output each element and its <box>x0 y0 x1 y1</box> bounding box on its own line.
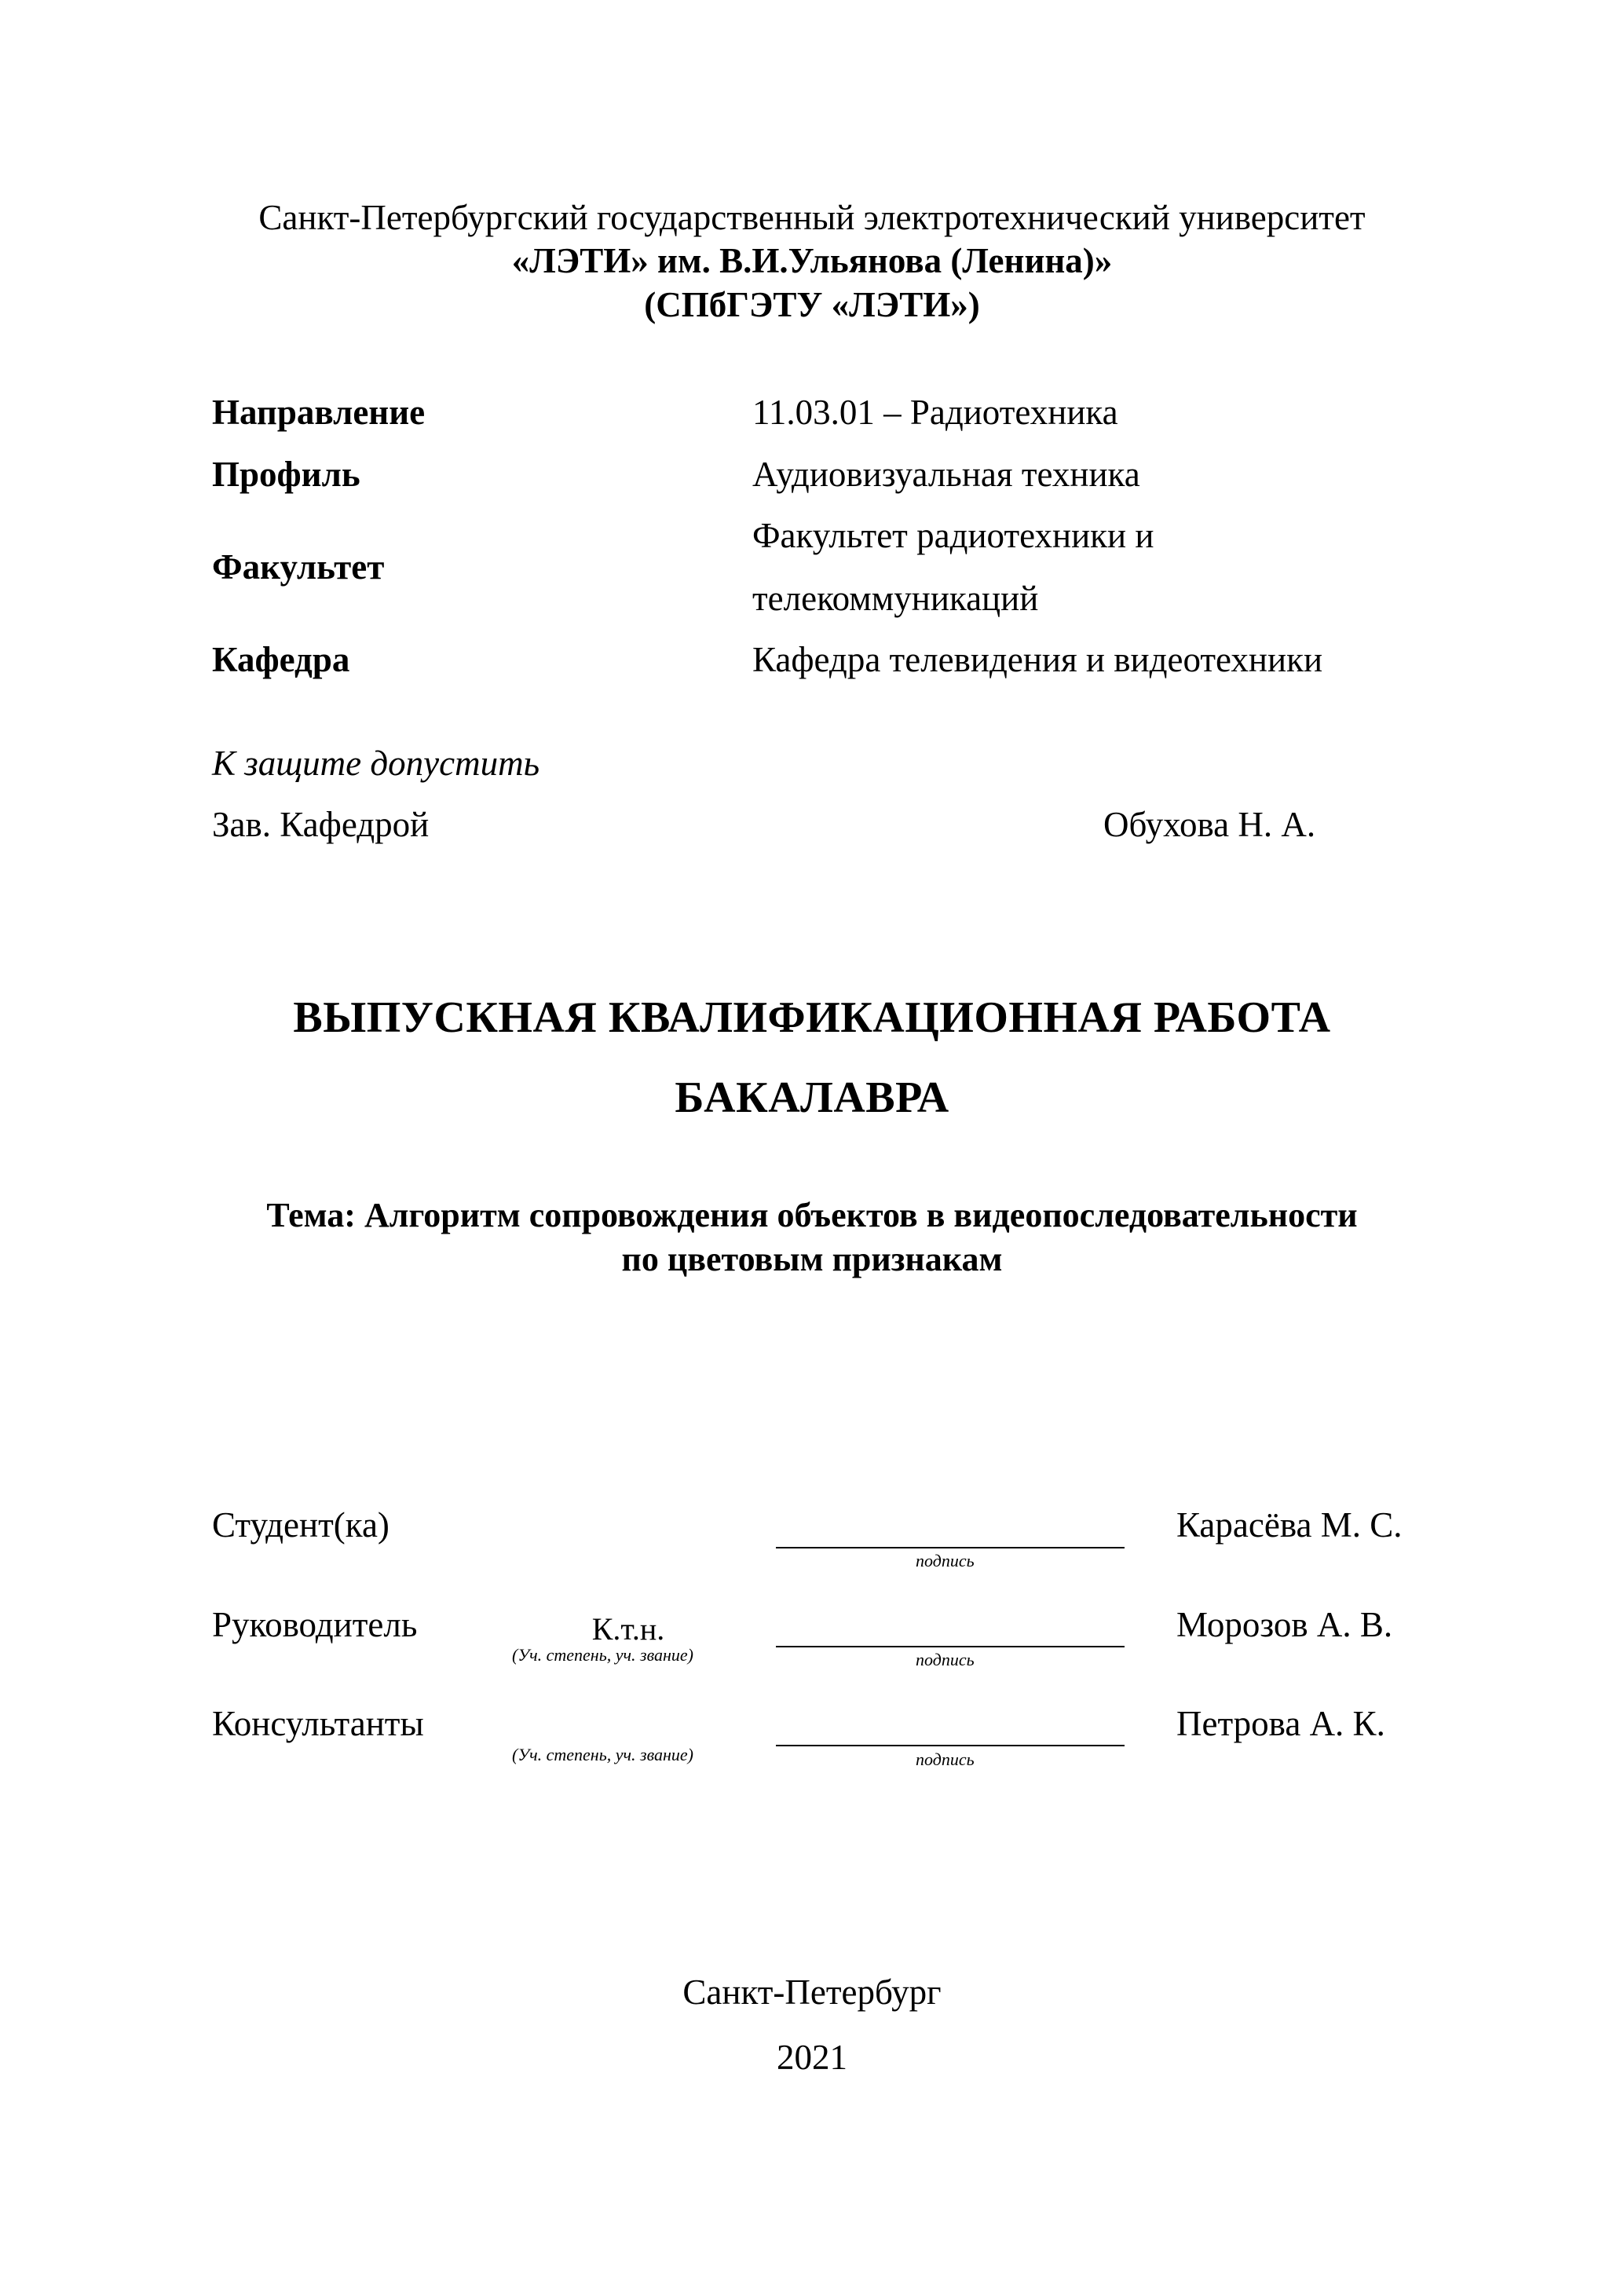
supervisor-degree-caption: (Уч. степень, уч. звание) <box>512 1645 693 1665</box>
faculty-value-line1: Факультет радиотехники и <box>752 516 1154 555</box>
supervisor-degree: К.т.н. <box>591 1611 665 1647</box>
year: 2021 <box>777 2038 847 2077</box>
student-name: Карасёва М. С. <box>1176 1505 1403 1545</box>
head-of-department-name: Обухова Н. А. <box>1103 805 1316 844</box>
university-short-name: «ЛЭТИ» им. В.И.Ульянова (Ленина)» <box>511 241 1113 280</box>
consultant-signature-caption: подпись <box>916 1749 975 1769</box>
work-title-line2: БАКАЛАВРА <box>675 1073 949 1122</box>
student-signature-line <box>776 1547 1125 1548</box>
department-value: Кафедра телевидения и видеотехники <box>752 640 1323 679</box>
direction-label: Направление <box>212 393 426 432</box>
supervisor-signature-caption: подпись <box>916 1650 975 1669</box>
consultant-signature-line <box>776 1745 1125 1746</box>
faculty-value-line2: телекоммуникаций <box>752 579 1039 618</box>
consultant-name: Петрова А. К. <box>1176 1704 1385 1743</box>
consultant-degree-caption: (Уч. степень, уч. звание) <box>512 1745 693 1764</box>
faculty-label: Факультет <box>212 547 385 587</box>
profile-value: Аудиовизуальная техника <box>752 455 1140 494</box>
profile-label: Профиль <box>212 455 360 494</box>
supervisor-role-label: Руководитель <box>212 1605 418 1644</box>
city: Санкт-Петербург <box>682 1972 942 2012</box>
work-title-line1: ВЫПУСКНАЯ КВАЛИФИКАЦИОННАЯ РАБОТА <box>293 993 1331 1042</box>
university-abbreviation: (СПбГЭТУ «ЛЭТИ») <box>644 285 980 324</box>
university-full-name: Санкт-Петербургский государственный электротехнический университет <box>258 198 1366 237</box>
direction-value: 11.03.01 – Радиотехника <box>752 393 1118 432</box>
student-signature-caption: подпись <box>916 1551 975 1570</box>
supervisor-name: Морозов А. В. <box>1176 1605 1393 1644</box>
admit-to-defense-text: К защите допустить <box>212 744 540 783</box>
supervisor-signature-line <box>776 1646 1125 1647</box>
consultants-role-label: Консультанты <box>212 1704 424 1743</box>
head-of-department-label: Зав. Кафедрой <box>212 805 430 844</box>
student-role-label: Студент(ка) <box>212 1505 390 1545</box>
theme-line1: Тема: Алгоритм сопровождения объектов в видеопоследовательности <box>266 1196 1358 1234</box>
theme-line2: по цветовым признакам <box>621 1240 1003 1278</box>
department-label: Кафедра <box>212 640 350 679</box>
